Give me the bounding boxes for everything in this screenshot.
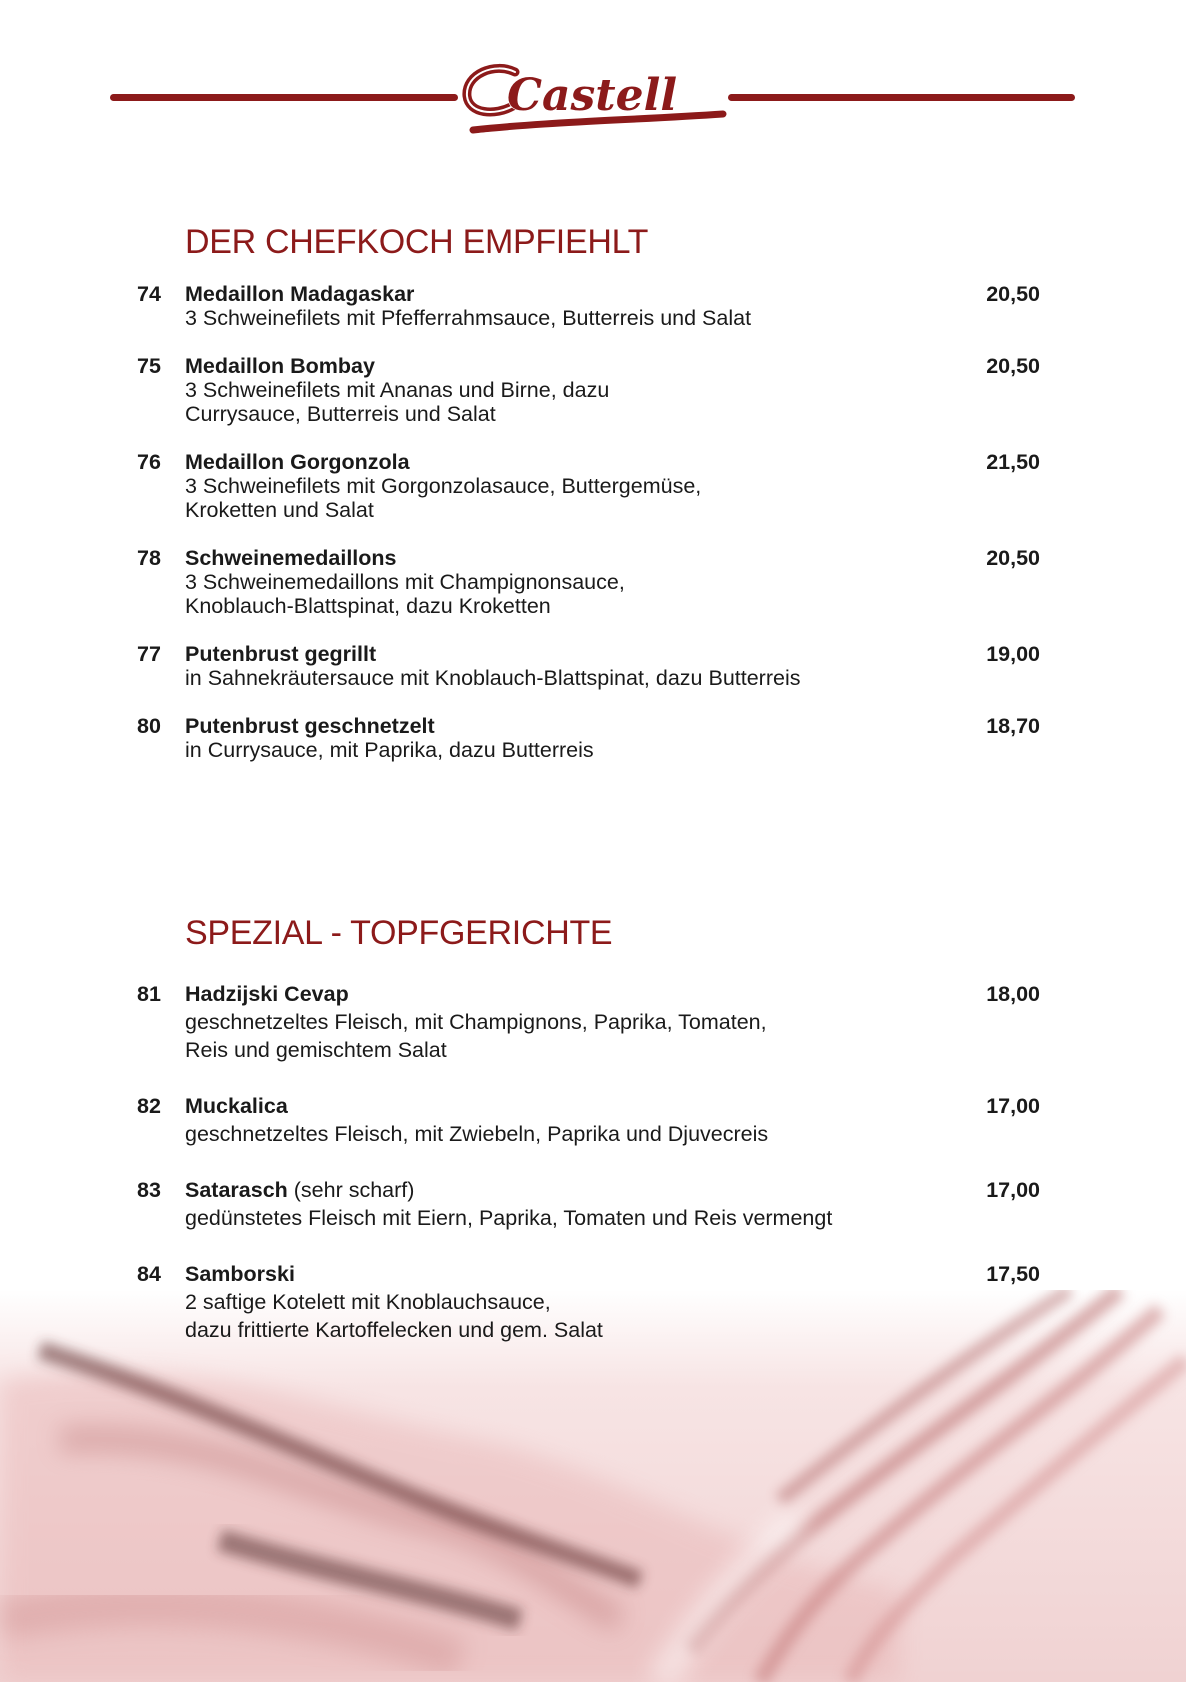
item-description: geschnetzeltes Fleisch, mit Zwiebeln, Paprika und Djuvecreis <box>185 1122 769 1146</box>
item-price: 20,50 <box>986 354 1040 378</box>
item-number: 81 <box>137 982 161 1006</box>
item-number: 80 <box>137 714 161 738</box>
section-title: DER CHEFKOCH EMPFIEHLT <box>185 223 649 261</box>
item-name-text: Medaillon Madagaskar <box>185 282 415 306</box>
item-name <box>185 354 375 378</box>
item-name <box>185 642 376 666</box>
menu-header <box>110 52 1075 152</box>
item-description: 3 Schweinemedaillons mit Champignonsauce, Knoblauch-Blattspinat, dazu Kroketten <box>185 570 625 618</box>
item-number: 78 <box>137 546 161 570</box>
item-name <box>185 1178 414 1202</box>
item-name <box>185 450 410 474</box>
item-name <box>185 714 435 738</box>
item-name <box>185 1262 295 1286</box>
item-name-text: Muckalica <box>185 1094 288 1118</box>
item-price: 17,50 <box>986 1262 1040 1286</box>
item-price: 21,50 <box>986 450 1040 474</box>
item-name-text: Putenbrust geschnetzelt <box>185 714 435 738</box>
item-name-text: Samborski <box>185 1262 295 1286</box>
item-price: 18,00 <box>986 982 1040 1006</box>
item-name-text: Satarasch <box>185 1178 288 1202</box>
item-number: 76 <box>137 450 161 474</box>
item-price: 18,70 <box>986 714 1040 738</box>
item-description: geschnetzeltes Fleisch, mit Champignons, Paprika, Tomaten, Reis und gemischtem Salat <box>185 1010 767 1062</box>
item-name-text: Hadzijski Cevap <box>185 982 349 1006</box>
header-rule-left <box>110 94 458 101</box>
item-price: 17,00 <box>986 1094 1040 1118</box>
item-number: 83 <box>137 1178 161 1202</box>
item-number: 77 <box>137 642 161 666</box>
item-description: in Currysauce, mit Paprika, dazu Butterreis <box>185 738 594 762</box>
item-name <box>185 982 349 1006</box>
item-number: 75 <box>137 354 161 378</box>
item-description: 2 saftige Kotelett mit Knoblauchsauce, dazu frittierte Kartoffelecken und gem. Salat <box>185 1290 603 1342</box>
castell-logo <box>455 52 735 152</box>
item-price: 19,00 <box>986 642 1040 666</box>
section-title: SPEZIAL - TOPFGERICHTE <box>185 914 613 952</box>
item-name-text: Schweinemedaillons <box>185 546 397 570</box>
item-name <box>185 1094 288 1118</box>
item-name-text: Medaillon Bombay <box>185 354 375 378</box>
item-number: 74 <box>137 282 161 306</box>
item-number: 82 <box>137 1094 161 1118</box>
header-rule-right <box>728 94 1075 101</box>
item-description: in Sahnekräutersauce mit Knoblauch-Blattspinat, dazu Butterreis <box>185 666 801 690</box>
item-name <box>185 282 414 306</box>
item-description: gedünstetes Fleisch mit Eiern, Paprika, Tomaten und Reis vermengt <box>185 1206 833 1230</box>
logo-text: Castell <box>507 70 678 121</box>
item-price: 20,50 <box>986 282 1040 306</box>
item-note: (sehr scharf) <box>287 1178 415 1202</box>
item-description: 3 Schweinefilets mit Pfefferrahmsauce, Butterreis und Salat <box>185 306 752 330</box>
item-number: 84 <box>137 1262 161 1286</box>
item-name <box>185 546 396 570</box>
item-description: 3 Schweinefilets mit Gorgonzolasauce, Buttergemüse, Kroketten und Salat <box>185 474 702 522</box>
item-description: 3 Schweinefilets mit Ananas und Birne, dazu Currysauce, Butterreis und Salat <box>185 378 610 426</box>
item-price: 17,00 <box>986 1178 1040 1202</box>
item-name-text: Medaillon Gorgonzola <box>185 450 410 474</box>
item-name-text: Putenbrust gegrillt <box>185 642 377 666</box>
item-price: 20,50 <box>986 546 1040 570</box>
cutlery-background-image <box>0 1290 1186 1682</box>
